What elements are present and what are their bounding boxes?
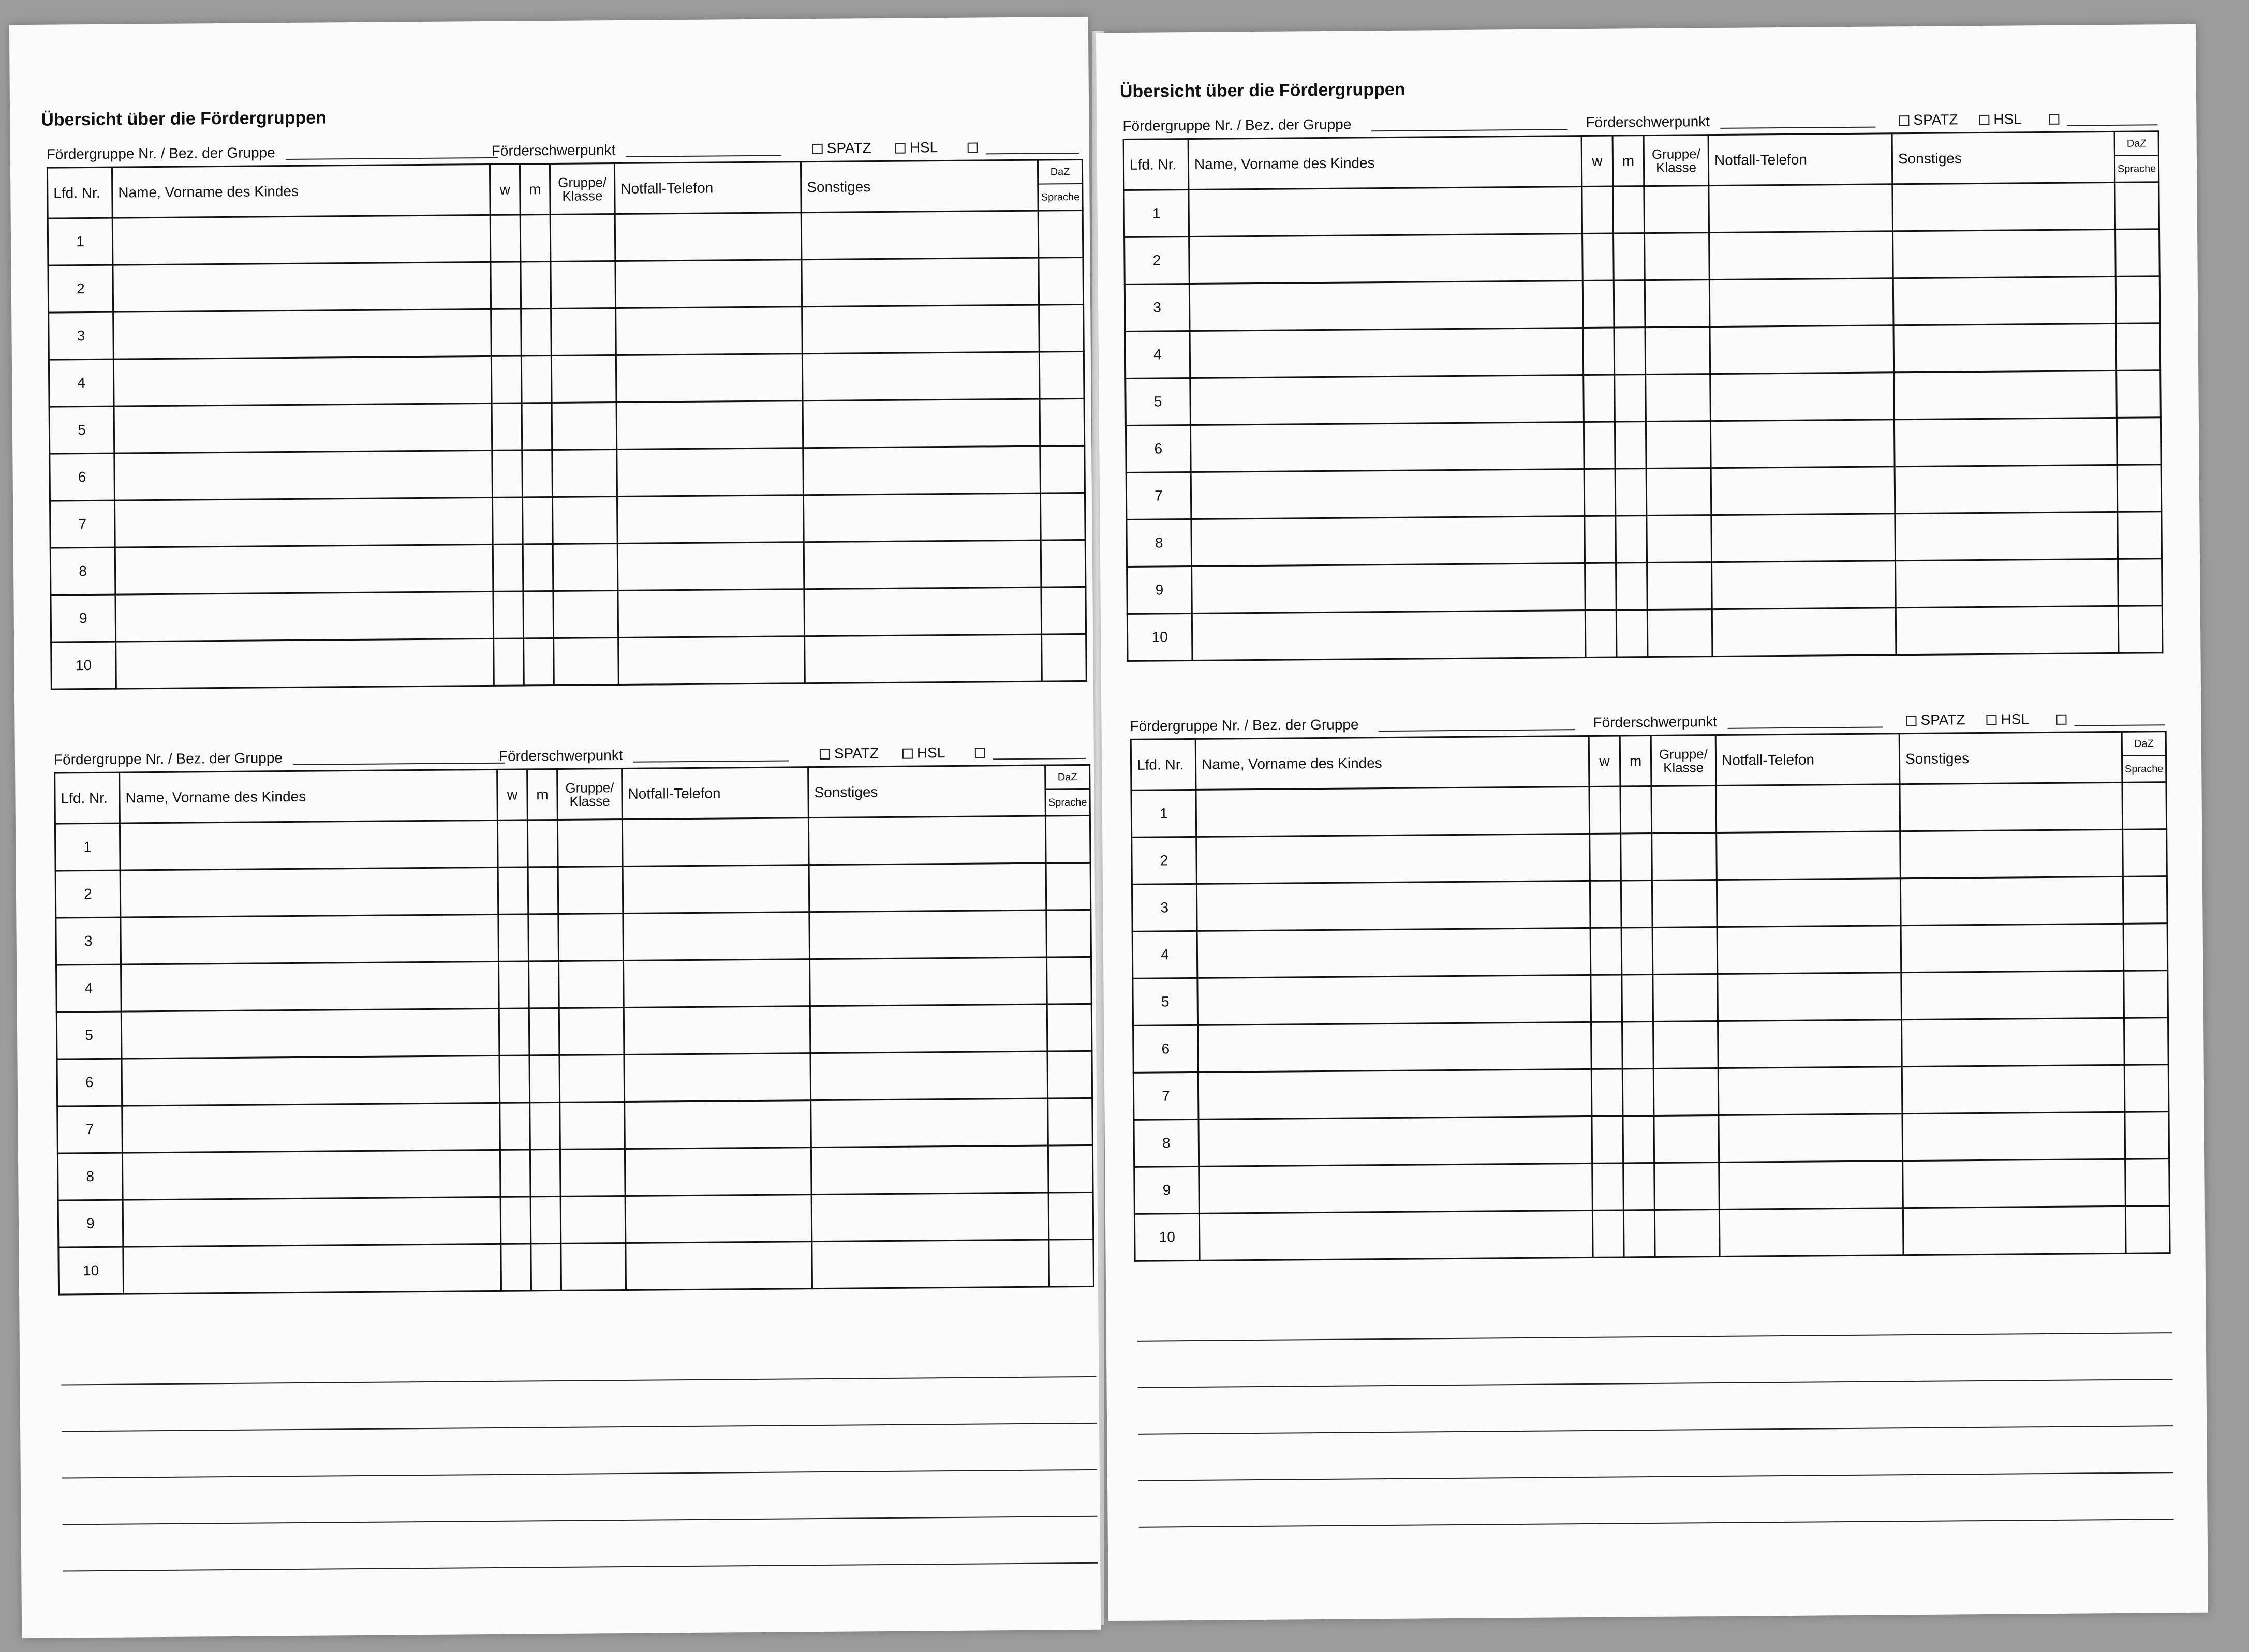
hsl-option[interactable]: HSL: [1979, 111, 2022, 128]
table-row: 4: [56, 957, 1092, 1012]
table-row: 1: [1124, 182, 2159, 237]
col-m: m: [1612, 136, 1644, 186]
col-name: Name, Vorname des Kindes: [112, 164, 490, 218]
focus-label: Förderschwerpunkt: [498, 747, 623, 764]
hsl-option[interactable]: HSL: [902, 745, 945, 762]
table-row: 10: [58, 1239, 1094, 1294]
note-line[interactable]: [1137, 1287, 2172, 1342]
page-title: Übersicht über die Fördergruppen: [41, 108, 327, 130]
col-m: m: [527, 769, 558, 820]
table-row: 9: [58, 1192, 1093, 1247]
col-sonstiges: Sonstiges: [801, 160, 1038, 213]
col-w: w: [1581, 136, 1613, 186]
notes-area: [61, 1331, 1098, 1572]
table-row: 6: [1133, 1018, 2169, 1073]
other-input-line[interactable]: [2067, 124, 2157, 126]
table-row: 4: [1132, 924, 2168, 979]
hsl-option[interactable]: HSL: [1986, 711, 2029, 728]
spatz-checkbox[interactable]: [1899, 115, 1909, 126]
table-row: 7: [50, 493, 1086, 548]
focus-label: Förderschwerpunkt: [1593, 713, 1718, 731]
col-lfd-nr: Lfd. Nr.: [1131, 739, 1196, 790]
table-row: 9: [1134, 1159, 2170, 1214]
table-row: 3: [1124, 276, 2160, 332]
col-sonstiges: Sonstiges: [808, 765, 1046, 818]
left-page: [9, 17, 1101, 1638]
col-lfd-nr: Lfd. Nr.: [47, 167, 112, 218]
col-gruppe-klasse: Gruppe/ Klasse: [1651, 735, 1716, 786]
table-row: 6: [1126, 418, 2161, 473]
table-header-row: [55, 765, 1090, 824]
table-row: 5: [56, 1004, 1092, 1059]
table-row: 8: [57, 1145, 1093, 1200]
table-row: 10: [1127, 606, 2163, 661]
note-line[interactable]: [62, 1470, 1098, 1525]
other-checkbox[interactable]: [2056, 715, 2066, 725]
group-label: Fördergruppe Nr. / Bez. der Gruppe: [1130, 716, 1359, 734]
page-title: Übersicht über die Fördergruppen: [1119, 79, 1405, 102]
note-line[interactable]: [62, 1424, 1097, 1479]
col-w: w: [497, 769, 528, 820]
note-line[interactable]: [61, 1331, 1097, 1386]
table-row: 3: [1132, 876, 2167, 932]
col-daz-sprache: DaZ Sprache: [1045, 765, 1090, 816]
group-block-1: [46, 128, 1085, 690]
other-option[interactable]: [2049, 111, 2063, 127]
col-notfall-telefon: Notfall-Telefon: [614, 162, 801, 214]
table-row: 5: [1126, 370, 2161, 426]
group-label: Fördergruppe Nr. / Bez. der Gruppe: [46, 144, 275, 162]
col-notfall-telefon: Notfall-Telefon: [622, 767, 809, 820]
hsl-checkbox[interactable]: [1979, 115, 1989, 125]
table-row: 7: [1126, 465, 2162, 520]
spatz-checkbox[interactable]: [1906, 716, 1916, 726]
col-notfall-telefon: Notfall-Telefon: [1715, 734, 1900, 786]
table-row: 4: [1125, 323, 2161, 379]
other-checkbox[interactable]: [975, 748, 985, 758]
note-line[interactable]: [63, 1517, 1098, 1572]
group-input-line[interactable]: [1371, 129, 1567, 131]
other-input-line[interactable]: [986, 153, 1079, 154]
table-row: 9: [51, 587, 1086, 642]
table-header-row: [1131, 732, 2166, 791]
table-row: 3: [56, 910, 1091, 965]
table-row: 2: [1132, 829, 2167, 885]
other-input-line[interactable]: [2075, 724, 2165, 726]
col-name: Name, Vorname des Kindes: [120, 769, 498, 823]
spatz-option[interactable]: SPATZ: [812, 140, 871, 157]
note-line[interactable]: [1137, 1333, 2173, 1388]
table-row: 9: [1127, 559, 2163, 614]
spatz-option[interactable]: SPATZ: [1899, 111, 1958, 128]
note-line[interactable]: [61, 1377, 1097, 1432]
table-row: 5: [49, 398, 1085, 454]
table-row: 2: [1124, 229, 2160, 285]
note-line[interactable]: [1138, 1426, 2173, 1481]
other-checkbox[interactable]: [2049, 114, 2059, 125]
table-row: 8: [1134, 1112, 2169, 1167]
table-row: 3: [49, 304, 1084, 360]
spatz-checkbox[interactable]: [812, 144, 823, 154]
focus-input-line[interactable]: [1720, 127, 1875, 129]
spatz-option[interactable]: SPATZ: [1906, 711, 1965, 728]
right-page: [1096, 24, 2208, 1621]
hsl-checkbox[interactable]: [902, 749, 913, 759]
group-label: Fördergruppe Nr. / Bez. der Gruppe: [1122, 116, 1352, 134]
table-row: 8: [1127, 512, 2162, 567]
spatz-checkbox[interactable]: [820, 749, 830, 760]
table-row: 7: [57, 1098, 1093, 1153]
group-block-3: [1122, 99, 2162, 662]
table-row: 1: [1131, 782, 2167, 838]
group-input-line[interactable]: [286, 157, 498, 160]
other-checkbox[interactable]: [968, 143, 978, 153]
group-block-4: [1130, 700, 2169, 1262]
hsl-option[interactable]: HSL: [895, 139, 938, 156]
col-name: Name, Vorname des Kindes: [1195, 736, 1589, 790]
table-row: 6: [57, 1051, 1092, 1106]
col-daz-sprache: DaZ Sprache: [1038, 159, 1083, 211]
hsl-checkbox[interactable]: [1986, 715, 1996, 725]
table-row: 4: [49, 351, 1084, 407]
table-row: 8: [50, 540, 1086, 595]
table-row: 7: [1133, 1065, 2169, 1120]
col-lfd-nr: Lfd. Nr.: [1123, 139, 1189, 190]
children-table: [1130, 731, 2171, 1262]
col-gruppe-klasse: Gruppe/ Klasse: [550, 163, 615, 215]
hsl-checkbox[interactable]: [895, 143, 906, 154]
other-input-line[interactable]: [993, 758, 1086, 760]
table-row: 6: [50, 445, 1085, 501]
focus-label: Förderschwerpunkt: [1586, 113, 1710, 130]
table-row: 2: [55, 862, 1091, 918]
children-table: [1123, 130, 2164, 662]
table-row: 1: [55, 815, 1090, 871]
other-option[interactable]: [975, 744, 989, 761]
group-block-2: [54, 733, 1093, 1296]
col-w: w: [1589, 736, 1620, 786]
table-row: 10: [51, 634, 1087, 689]
group-input-line[interactable]: [293, 763, 505, 765]
col-gruppe-klasse: Gruppe/ Klasse: [1644, 135, 1709, 186]
other-option[interactable]: [968, 139, 982, 155]
focus-label: Förderschwerpunkt: [491, 142, 616, 159]
col-daz-sprache: DaZ Sprache: [2114, 131, 2159, 183]
col-m: m: [520, 164, 550, 215]
notes-area: [1137, 1287, 2173, 1528]
focus-input-line[interactable]: [626, 155, 781, 157]
focus-input-line[interactable]: [1728, 726, 1883, 728]
table-row: 5: [1133, 971, 2168, 1026]
group-input-line[interactable]: [1379, 729, 1575, 732]
col-sonstiges: Sonstiges: [1892, 131, 2115, 184]
col-name: Name, Vorname des Kindes: [1188, 136, 1582, 190]
col-m: m: [1620, 736, 1651, 786]
other-option[interactable]: [2056, 711, 2070, 727]
note-line[interactable]: [1138, 1380, 2173, 1435]
col-w: w: [490, 164, 520, 215]
col-daz-sprache: DaZ Sprache: [2122, 732, 2166, 783]
spatz-option[interactable]: SPATZ: [820, 745, 879, 762]
note-line[interactable]: [1138, 1473, 2174, 1528]
table-row: 2: [48, 257, 1084, 312]
col-notfall-telefon: Notfall-Telefon: [1708, 133, 1892, 186]
children-table: [54, 764, 1094, 1296]
focus-input-line[interactable]: [633, 760, 789, 762]
table-row: 10: [1134, 1206, 2170, 1261]
col-gruppe-klasse: Gruppe/ Klasse: [557, 768, 623, 820]
col-sonstiges: Sonstiges: [1899, 732, 2122, 784]
table-header-row: [1123, 131, 2159, 190]
table-header-row: [47, 159, 1083, 218]
children-table: [47, 159, 1087, 690]
group-label: Fördergruppe Nr. / Bez. der Gruppe: [53, 750, 283, 768]
table-row: 1: [48, 210, 1083, 265]
col-lfd-nr: Lfd. Nr.: [55, 772, 120, 824]
